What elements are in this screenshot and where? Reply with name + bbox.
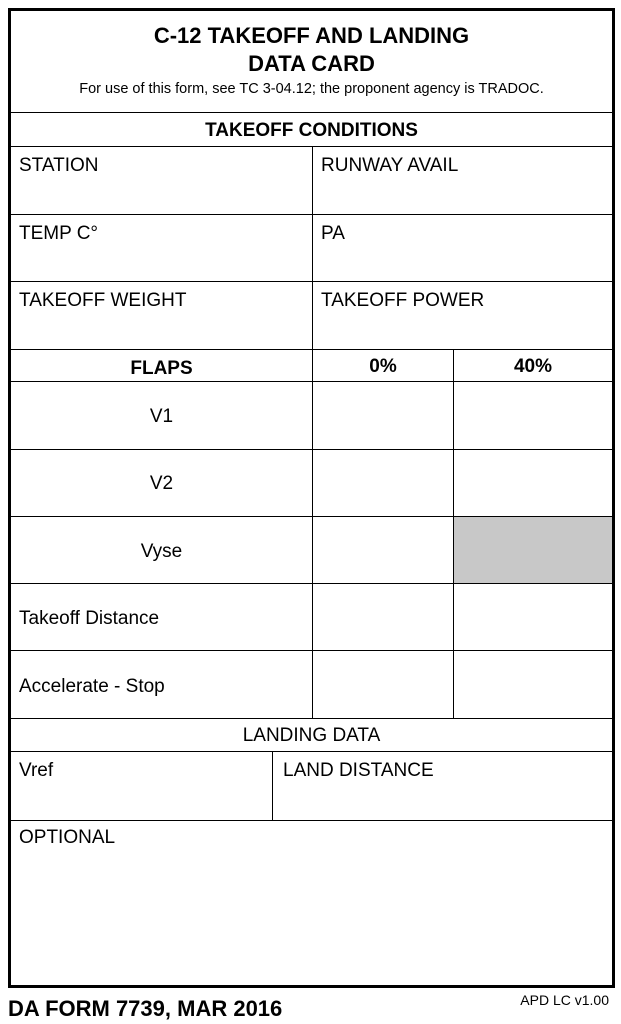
divider bbox=[11, 718, 612, 719]
optional-label: OPTIONAL bbox=[19, 827, 116, 848]
accelerate-stop-0-input[interactable] bbox=[313, 651, 453, 718]
takeoff-weight-label: TAKEOFF WEIGHT bbox=[19, 290, 187, 311]
optional-field[interactable] bbox=[11, 821, 612, 985]
station-field[interactable] bbox=[11, 147, 312, 214]
pa-label: PA bbox=[321, 223, 345, 244]
divider bbox=[11, 112, 612, 113]
takeoff-weight-field[interactable] bbox=[11, 282, 312, 349]
flaps-col-40: 40% bbox=[513, 356, 553, 377]
land-distance-label: LAND DISTANCE bbox=[283, 760, 434, 781]
takeoff-power-label: TAKEOFF POWER bbox=[321, 290, 485, 311]
form-title-line1: C-12 TAKEOFF AND LANDING bbox=[153, 23, 470, 48]
takeoff-power-field[interactable] bbox=[313, 282, 612, 349]
pa-field[interactable] bbox=[313, 215, 612, 281]
temp-label: TEMP C° bbox=[19, 223, 99, 244]
shaded-cell-vyse-40 bbox=[454, 517, 612, 583]
takeoff-distance-0-input[interactable] bbox=[313, 584, 453, 650]
vref-field[interactable] bbox=[11, 752, 272, 820]
v2-0-input[interactable] bbox=[313, 450, 453, 516]
station-label: STATION bbox=[19, 155, 99, 176]
column-divider bbox=[312, 147, 313, 350]
v1-0-input[interactable] bbox=[313, 382, 453, 449]
column-divider bbox=[272, 752, 273, 820]
vref-label: Vref bbox=[19, 760, 54, 781]
accelerate-stop-40-input[interactable] bbox=[454, 651, 612, 718]
runway-avail-label: RUNWAY AVAIL bbox=[321, 155, 459, 176]
flaps-col-0: 0% bbox=[369, 356, 397, 377]
temp-field[interactable] bbox=[11, 215, 312, 281]
takeoff-distance-40-input[interactable] bbox=[454, 584, 612, 650]
row-accelerate-stop-label: Accelerate - Stop bbox=[19, 676, 165, 697]
row-takeoff-distance-label: Takeoff Distance bbox=[19, 608, 160, 629]
form-subtitle: For use of this form, see TC 3-04.12; the proponent agency is TRADOC. bbox=[79, 81, 544, 97]
form-title-line2: DATA CARD bbox=[248, 51, 375, 76]
form-version: APD LC v1.00 bbox=[520, 992, 609, 1008]
land-distance-field[interactable] bbox=[273, 752, 612, 820]
row-v2-label: V2 bbox=[149, 473, 174, 494]
row-vyse-label: Vyse bbox=[140, 541, 183, 562]
vyse-0-input[interactable] bbox=[313, 517, 453, 583]
flaps-header: FLAPS bbox=[130, 358, 193, 379]
row-v1-label: V1 bbox=[149, 406, 174, 427]
landing-data-heading: LANDING DATA bbox=[242, 725, 381, 746]
v1-40-input[interactable] bbox=[454, 382, 612, 449]
v2-40-input[interactable] bbox=[454, 450, 612, 516]
takeoff-conditions-heading: TAKEOFF CONDITIONS bbox=[205, 120, 418, 141]
form-number: DA FORM 7739, MAR 2016 bbox=[8, 996, 283, 1021]
runway-avail-field[interactable] bbox=[313, 147, 612, 214]
data-card-form bbox=[8, 8, 615, 988]
